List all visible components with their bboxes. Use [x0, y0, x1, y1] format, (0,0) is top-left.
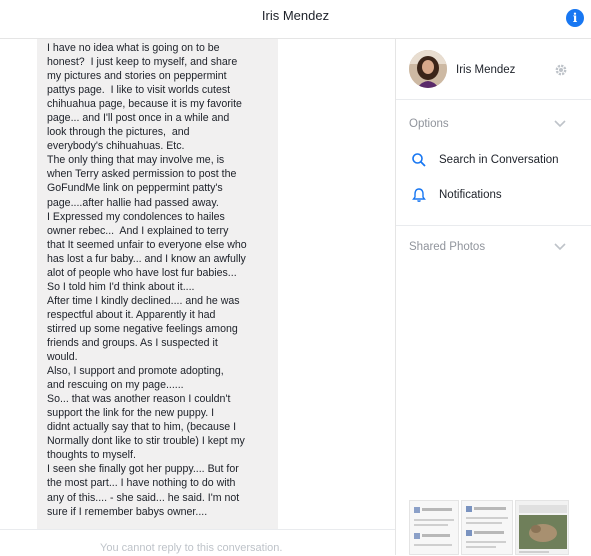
info-icon[interactable]: i — [566, 9, 584, 27]
shared-photo-thumbnail[interactable] — [461, 500, 513, 555]
shared-photos-heading: Shared Photos — [409, 241, 486, 253]
message-thread[interactable] — [0, 39, 395, 529]
profile-section — [396, 39, 591, 100]
options-heading: Options — [409, 118, 449, 130]
reply-bar — [0, 529, 395, 556]
notifications-label: Notifications — [439, 189, 502, 201]
chevron-down-icon[interactable] — [554, 243, 566, 251]
avatar[interactable] — [409, 50, 447, 88]
message-text: I have no idea what is going on to be honest? I just keep to myself, and share my pictures and stories on peppermint pattys page. I like to visit worlds cutest chihuahua page, because it is my favorite page... and I'll post once in a while and look through the pictures, and everybody's chihuahuas. Etc. The only thing that may involve me, is when Terry asked permission to post the GoFundMe link on peppermint patty's page....after hallie had passed away. I Expressed my condolences to hailes owner rebec... And I explained to terry that It seemed unfair to everyone else who has lost a fur baby... and I know an awfully alot of people who have lost fur babies... So I told him I'd think about it.... After time I kindly declined.... and he was respectful about it. Apparently it had stirred up some negative feelings among friends and groups. As I suspected it would. Also, I support and promote adopting, and rescuing on my page...... So... that was another reason I couldn't support the link for the new puppy. I didnt actually say that to him, (because I Normally dont like to stir trouble) I kept my thoughts to myself. I seen she finally got her puppy.... But for the most part... I have nothing to do with any of this.... - she said... he said. I'm not sure if I remember babys owner.... — [47, 42, 247, 518]
message-bubble — [37, 39, 278, 529]
gear-icon[interactable] — [554, 63, 568, 77]
reply-disabled-notice: You cannot reply to this conversation. — [100, 542, 283, 554]
details-panel — [395, 39, 591, 555]
divider — [396, 225, 591, 226]
shared-photo-thumbnail[interactable] — [409, 500, 459, 555]
search-icon — [411, 152, 427, 168]
profile-name: Iris Mendez — [456, 64, 516, 76]
conversation-title: Iris Mendez — [261, 8, 330, 23]
chevron-down-icon[interactable] — [554, 120, 566, 128]
bell-icon — [411, 187, 427, 203]
notifications-button[interactable] — [396, 181, 591, 211]
conversation-header — [0, 0, 591, 39]
search-in-conversation-button[interactable] — [396, 146, 591, 176]
search-in-conversation-label: Search in Conversation — [439, 154, 559, 166]
shared-photo-thumbnail[interactable] — [515, 500, 569, 555]
